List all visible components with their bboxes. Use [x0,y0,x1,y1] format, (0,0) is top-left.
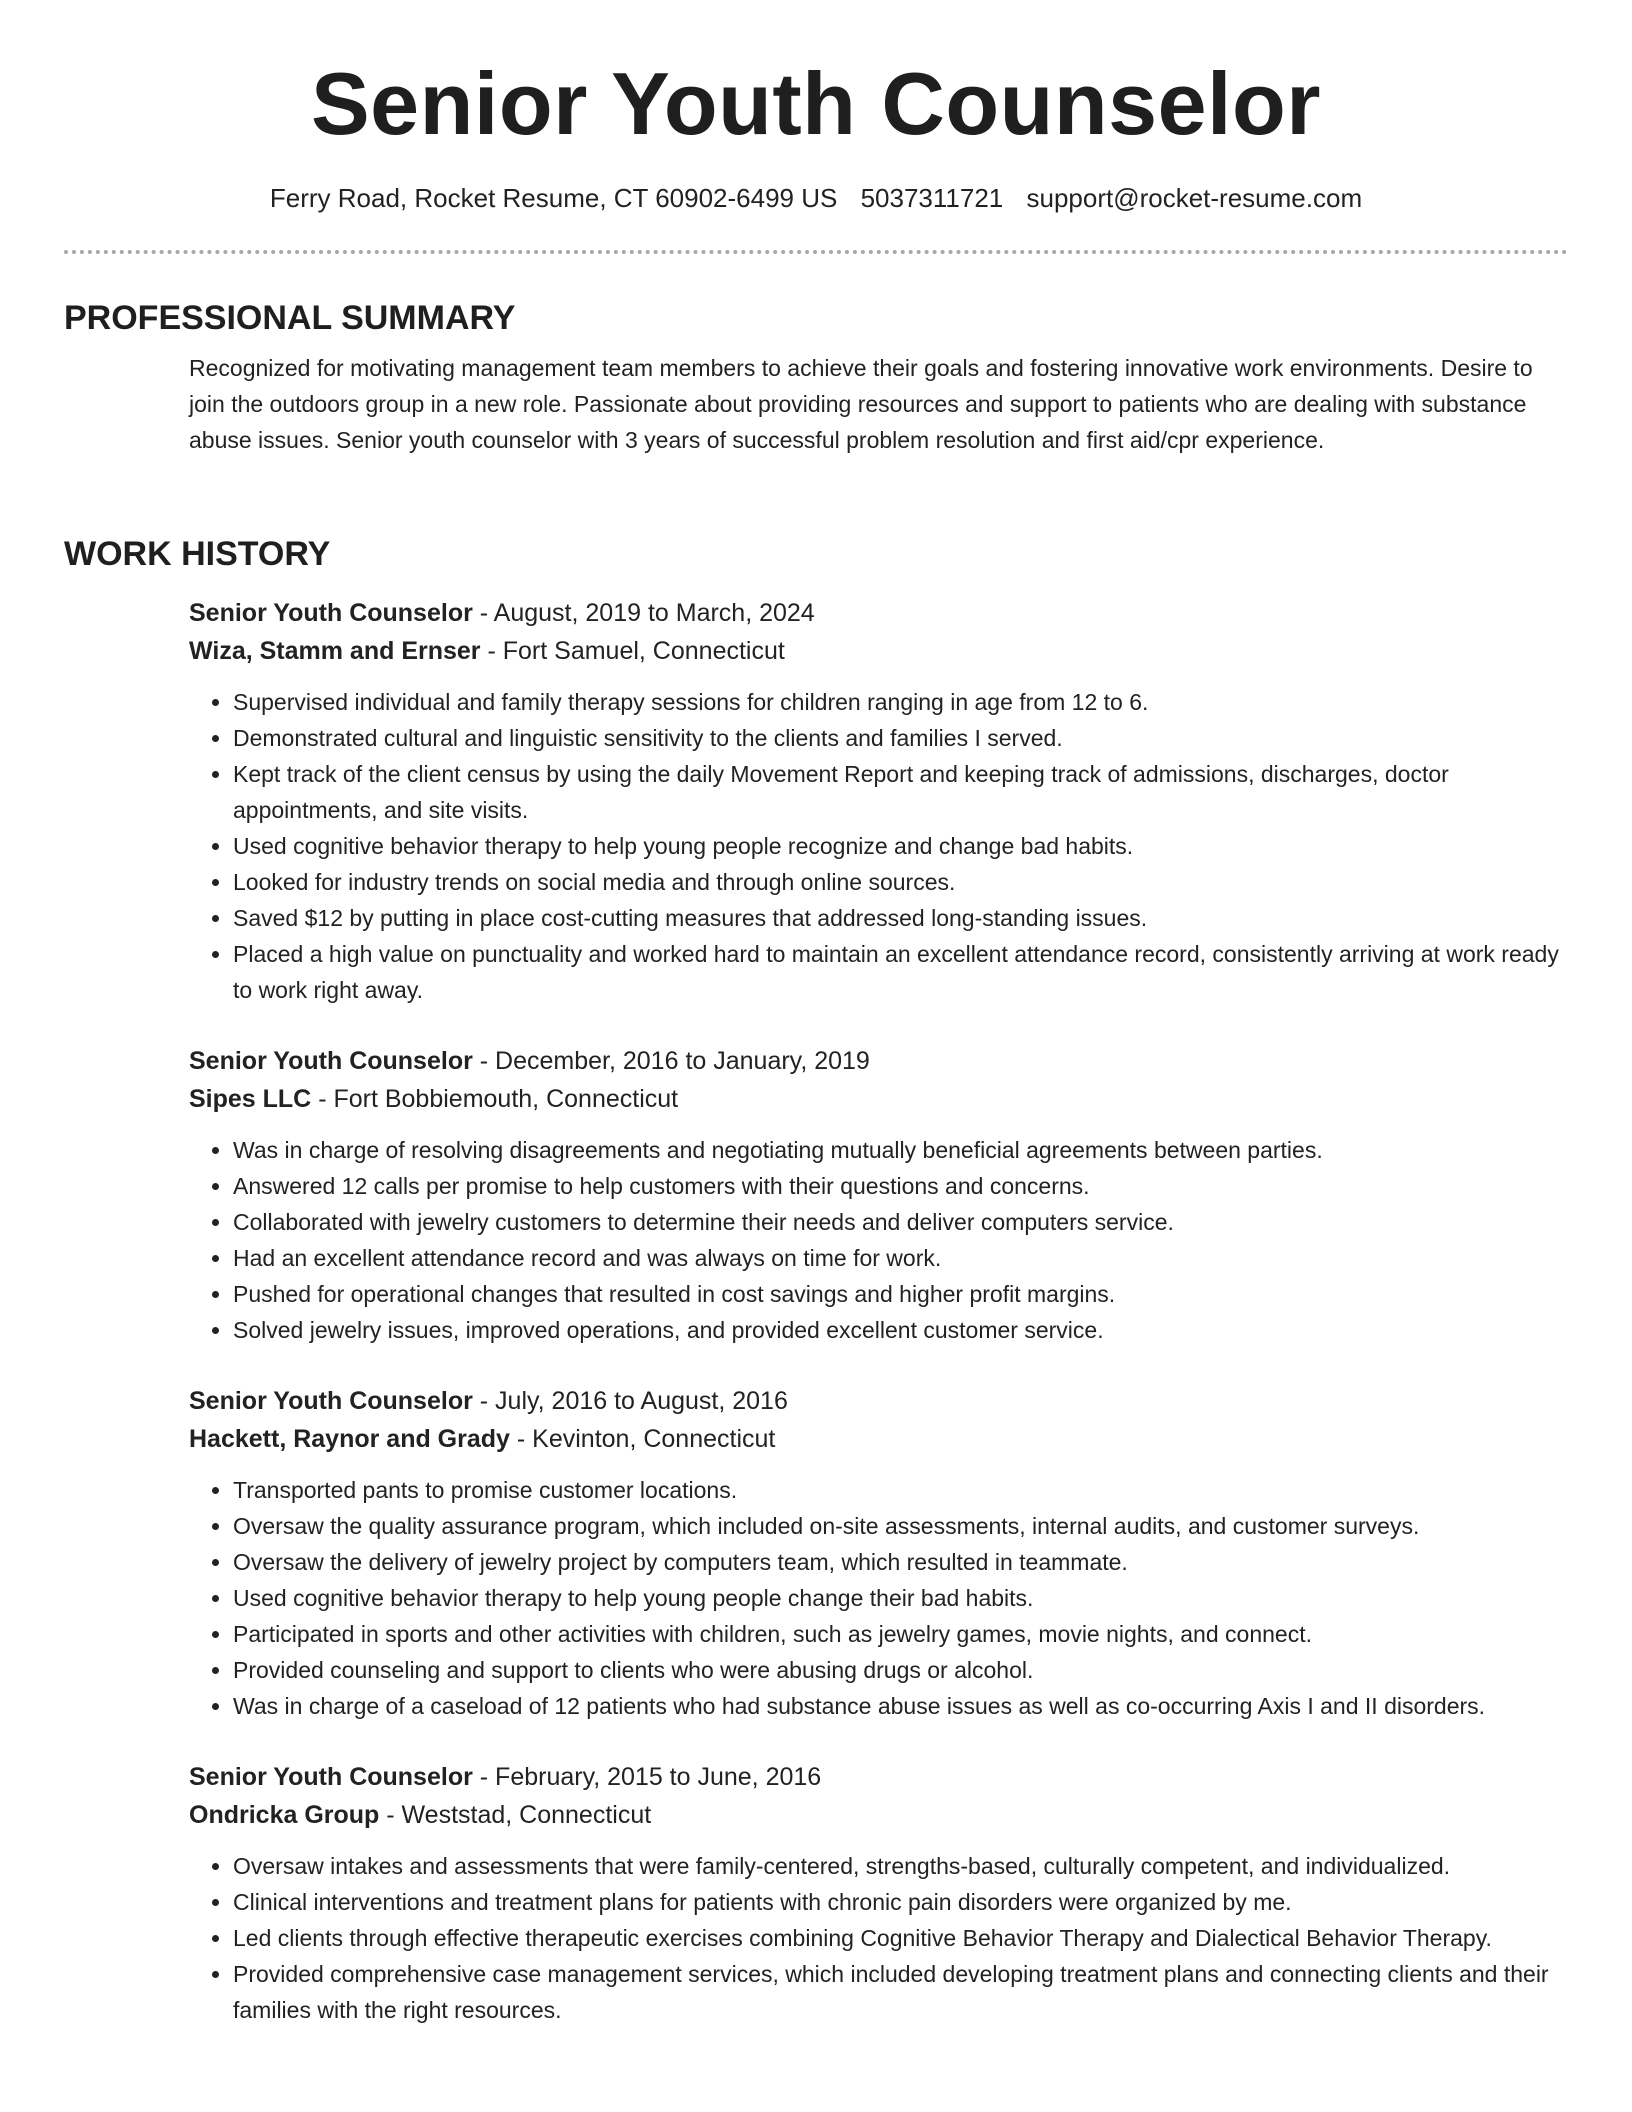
job-location: - Weststad, Connecticut [379,1801,652,1829]
duty-item: • Was in charge of resolving disagreements and negotiating mutually beneficial agreements between parties. [233,1132,1568,1168]
job-location: - Fort Bobbiemouth, Connecticut [311,1085,679,1113]
job-dates: - July, 2016 to August, 2016 [472,1387,788,1415]
duty-item: • Placed a high value on punctuality and worked hard to maintain an excellent attendance record, consistently arriving at work ready to work right away. [233,936,1568,1008]
contact-phone: 5037311721 [860,183,1004,213]
duty-item: • Answered 12 calls per promise to help customers with their questions and concerns. [233,1168,1568,1204]
summary-text: Recognized for motivating management team members to achieve their goals and fostering innovative work environments. Desire to join the outdoors group in a new role. Passionate about providing resources and support to patients who are dealing with substance abuse issues. Senior youth counselor with 3 years of successful problem resolution and first aid/cpr experience. [189,355,1533,453]
duty-item: • Provided counseling and support to clients who were abusing drugs or alcohol. [233,1652,1568,1688]
summary-section [64,296,1568,458]
candidate-name: Senior Youth Counselor [310,54,1322,153]
duty-item: • Used cognitive behavior therapy to help young people change their bad habits. [233,1580,1568,1616]
duty-list [189,1472,1568,1724]
duty-item: • Clinical interventions and treatment plans for patients with chronic pain disorders were organized by me. [233,1884,1568,1920]
duty-item: • Had an excellent attendance record and was always on time for work. [233,1240,1568,1276]
duty-list [189,684,1568,1008]
job-location: - Fort Samuel, Connecticut [480,637,785,665]
job-role: Senior Youth Counselor [189,1763,473,1791]
contact-email: support@rocket-resume.com [1026,183,1363,213]
job-entry [189,1382,1568,1724]
job-title-line [189,1042,1568,1080]
job-dates: - December, 2016 to January, 2019 [472,1047,870,1075]
job-company-line [189,1080,1568,1118]
duty-item: • Oversaw the quality assurance program, which included on-site assessments, internal audits, and customer surveys. [233,1508,1568,1544]
duty-item: • Supervised individual and family therapy sessions for children ranging in age from 12 to 6. [233,684,1568,720]
job-location: - Kevinton, Connecticut [509,1425,776,1453]
job-company: Wiza, Stamm and Ernser [189,637,481,665]
work-history-heading: WORK HISTORY [64,535,331,573]
job-entry [189,1042,1568,1348]
duty-item: • Pushed for operational changes that resulted in cost savings and higher profit margins. [233,1276,1568,1312]
job-company-line [189,1420,1568,1458]
duty-item: • Collaborated with jewelry customers to determine their needs and deliver computers service. [233,1204,1568,1240]
job-role: Senior Youth Counselor [189,599,473,627]
job-dates: - February, 2015 to June, 2016 [472,1763,822,1791]
header-divider [64,250,1568,254]
duty-item: • Solved jewelry issues, improved operations, and provided excellent customer service. [233,1312,1568,1348]
job-company-line [189,632,1568,670]
duty-list [189,1848,1568,2028]
duty-item: • Demonstrated cultural and linguistic sensitivity to the clients and families I served. [233,720,1568,756]
job-role: Senior Youth Counselor [189,1387,473,1415]
duty-item: • Led clients through effective therapeutic exercises combining Cognitive Behavior Therapy and Dialectical Behavior Therapy. [233,1920,1568,1956]
job-title-line [189,594,1568,632]
duty-item: • Oversaw intakes and assessments that were family-centered, strengths-based, culturally competent, and individualized. [233,1848,1568,1884]
job-entry [189,1758,1568,2028]
duty-item: • Provided comprehensive case management services, which included developing treatment plans and connecting clients and their families with the right resources. [233,1956,1568,2028]
job-title-line [189,1758,1568,1796]
duty-item: • Oversaw the delivery of jewelry project by computers team, which resulted in teammate. [233,1544,1568,1580]
job-company: Ondricka Group [189,1801,380,1829]
contact-line [0,180,1632,216]
duty-list [189,1132,1568,1348]
duty-item: • Looked for industry trends on social media and through online sources. [233,864,1568,900]
job-role: Senior Youth Counselor [189,1047,473,1075]
job-title-line [189,1382,1568,1420]
duty-item: • Used cognitive behavior therapy to help young people recognize and change bad habits. [233,828,1568,864]
job-company: Hackett, Raynor and Grady [189,1425,510,1453]
work-history-section [64,532,1568,2028]
duty-item: • Saved $12 by putting in place cost-cutting measures that addressed long-standing issues. [233,900,1568,936]
job-dates: - August, 2019 to March, 2024 [472,599,815,627]
job-company-line [189,1796,1568,1834]
job-company: Sipes LLC [189,1085,312,1113]
duty-item: • Kept track of the client census by using the daily Movement Report and keeping track of admissions, discharges, doctor appointments, and site visits. [233,756,1568,828]
duty-item: • Was in charge of a caseload of 12 patients who had substance abuse issues as well as co-occurring Axis I and II disorders. [233,1688,1568,1724]
duty-item: • Transported pants to promise customer locations. [233,1472,1568,1508]
duty-item: • Participated in sports and other activities with children, such as jewelry games, movie nights, and connect. [233,1616,1568,1652]
contact-address: Ferry Road, Rocket Resume, CT 60902-6499 US [269,183,838,213]
summary-heading: PROFESSIONAL SUMMARY [64,299,516,337]
job-entry [189,594,1568,1008]
